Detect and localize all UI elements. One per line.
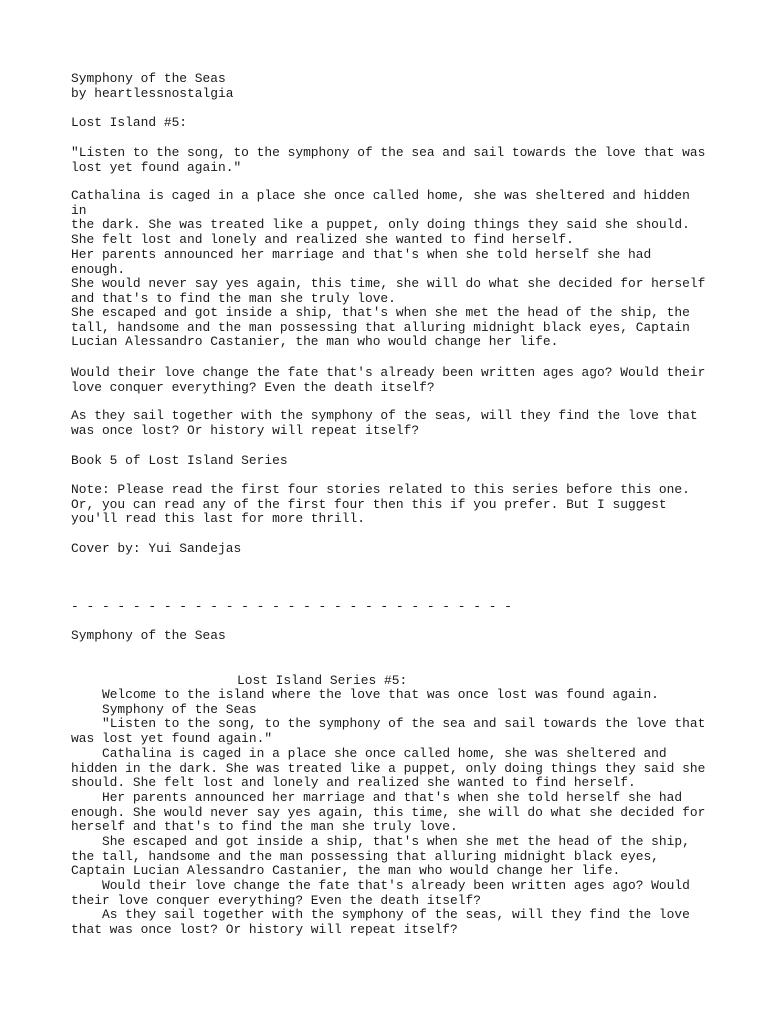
doc-title: Symphony of the Seas	[71, 71, 226, 86]
author-note: Note: Please read the first four stories related to this series before this one. Or, you can read any of the first four then this if you prefer. But I suggest you'll read this last for more thrill.	[71, 482, 690, 527]
book-line: Book 5 of Lost Island Series	[71, 453, 288, 468]
section-subtitle: Symphony of the Seas	[71, 702, 257, 717]
cover-credit: Cover by: Yui Sandejas	[71, 541, 242, 556]
section-paragraph-3: She escaped and got inside a ship, that's when she met the head of the ship, the tall, handsome and the man possessing that alluring midnight black eyes, Captain Lucian Alessandro Castanier, the man who would change her life.	[71, 834, 690, 879]
blurb-paragraph-1: Cathalina is caged in a place she once called home, she was sheltered and hidden in the dark. She was treated like a puppet, only doing things they said she should. She felt lost and lonely and realized she wanted to find herself.	[71, 188, 690, 247]
section-title: Symphony of the Seas	[71, 628, 226, 643]
section-heading: Lost Island Series #5:	[237, 673, 408, 688]
section-quote: "Listen to the song, to the symphony of the sea and sail towards the love that was lost yet found again."	[71, 716, 706, 746]
section-paragraph-4: Would their love change the fate that's already been written ages ago? Would their love conquer everything? Even the death itself?	[71, 878, 690, 908]
blurb-quote: "Listen to the song, to the symphony of the sea and sail towards the love that was lost yet found again."	[71, 145, 706, 175]
section-welcome: Welcome to the island where the love that was once lost was found again.	[71, 687, 659, 702]
blurb-paragraph-4: Would their love change the fate that's already been written ages ago? Would their love conquer everything? Even the death itself?	[71, 365, 706, 395]
section-paragraph-5: As they sail together with the symphony of the seas, will they find the love that was once lost? Or history will repeat itself?	[71, 907, 690, 937]
blurb-paragraph-3: She escaped and got inside a ship, that's when she met the head of the ship, the tall, handsome and the man possessing that alluring midnight black eyes, Captain Lucian Alessandro Castanier, the man who would change her life.	[71, 305, 690, 350]
blurb-paragraph-5: As they sail together with the symphony of the seas, will they find the love that was once lost? Or history will repeat itself?	[71, 408, 698, 438]
divider: - - - - - - - - - - - - - - - - - - - - - - - - - - - - -	[71, 599, 512, 614]
section-paragraph-2: Her parents announced her marriage and that's when she told herself she had enough. She would never say yes again, this time, she will do what she decided for herself and that's to find the man she truly love.	[71, 790, 706, 835]
doc-author: by heartlessnostalgia	[71, 86, 234, 101]
blurb-paragraph-2: Her parents announced her marriage and that's when she told herself she had enough. She would never say yes again, this time, she will do what she decided for herself and that's to find the man she truly love.	[71, 247, 706, 306]
series-line: Lost Island #5:	[71, 115, 188, 130]
section-paragraph-1: Cathalina is caged in a place she once called home, she was sheltered and hidden in the dark. She was treated like a puppet, only doing things they said she should. She felt lost and lonely and realized she wanted to find herself.	[71, 746, 706, 791]
